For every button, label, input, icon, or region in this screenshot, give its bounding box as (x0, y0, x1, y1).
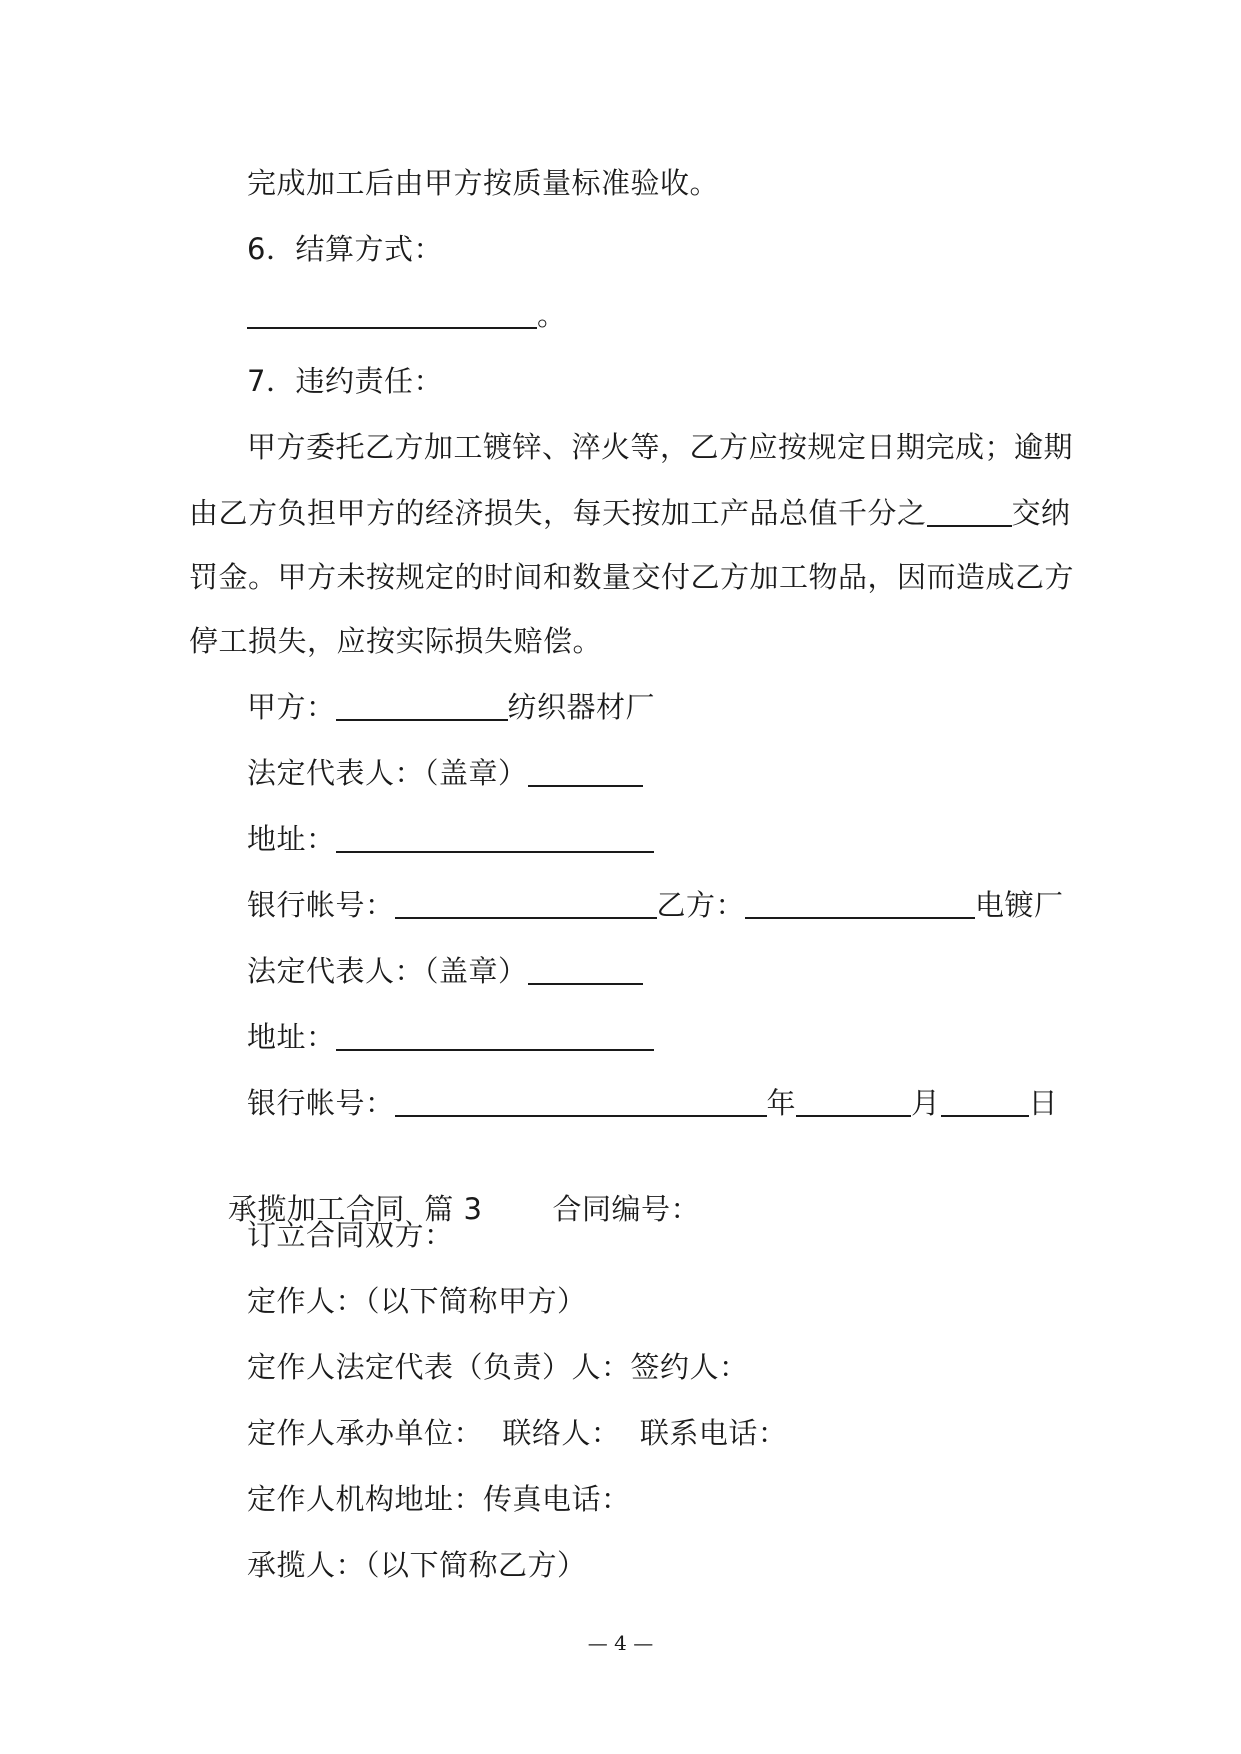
day-label: 日 (1028, 1086, 1059, 1120)
party-a-line (247, 687, 655, 727)
text-line: 定作人承办单位： 联络人： 联系电话： (247, 1416, 788, 1450)
contract-number-label: 合同编号： (552, 1192, 700, 1226)
blank-penalty-rate[interactable] (927, 495, 1012, 527)
page-number: — 4 — (587, 1631, 654, 1655)
blank-legal-rep[interactable] (528, 755, 643, 787)
text-line: 甲方委托乙方加工镀锌、淬火等，乙方应按规定日期完成；逾期 (247, 430, 1074, 464)
section-heading-settlement: 6．结算方式： (247, 232, 443, 266)
party-a-suffix: 纺织器材厂 (507, 690, 656, 724)
text-line: 完成加工后由甲方按质量标准验收。 (247, 166, 720, 200)
section-heading-breach: 7．违约责任： (247, 364, 443, 398)
blank-party-b[interactable] (745, 887, 975, 919)
period: 。 (537, 298, 567, 332)
bank-account-label: 银行帐号： (247, 888, 395, 922)
address-line (247, 819, 654, 859)
text-line (189, 493, 1071, 533)
text-line: 停工损失，应按实际损失赔偿。 (189, 624, 603, 658)
legal-rep-label: 法定代表人：（盖章） (247, 954, 528, 988)
party-b-label: 乙方： (656, 888, 746, 922)
text-segment: 由乙方负担甲方的经济损失，每天按加工产品总值千分之 (189, 496, 927, 530)
text-line: 承揽人：（以下简称乙方） (247, 1548, 587, 1582)
text-line: 定作人法定代表（负责）人：签约人： (247, 1350, 749, 1384)
legal-rep-label: 法定代表人：（盖章） (247, 756, 528, 790)
party-a-label: 甲方： (247, 690, 336, 724)
settlement-line (247, 295, 567, 335)
blank-settlement[interactable] (247, 297, 537, 329)
bank-party-b-line (247, 885, 1064, 925)
month-label: 月 (911, 1086, 941, 1120)
blank-address-2[interactable] (336, 1019, 654, 1051)
bank-account-label: 银行帐号： (247, 1086, 395, 1120)
address-line-2 (247, 1017, 654, 1057)
bank-date-line (247, 1083, 1058, 1123)
address-label: 地址： (247, 1020, 336, 1054)
legal-rep-line (247, 753, 643, 793)
blank-month[interactable] (796, 1085, 911, 1117)
blank-bank-account[interactable] (395, 887, 657, 919)
legal-rep-line-2 (247, 951, 643, 991)
party-b-suffix: 电镀厂 (975, 888, 1064, 922)
contract-title: 承揽加工合同 篇 3 (227, 1192, 483, 1226)
blank-legal-rep-2[interactable] (528, 953, 643, 985)
text-line: 定作人：（以下简称甲方） (247, 1284, 587, 1318)
blank-day[interactable] (941, 1085, 1029, 1117)
text-line: 罚金。甲方未按规定的时间和数量交付乙方加工物品，因而造成乙方 (189, 560, 1075, 594)
text-line: 定作人机构地址：传真电话： (247, 1482, 631, 1516)
address-label: 地址： (247, 822, 336, 856)
blank-address[interactable] (336, 821, 654, 853)
text-line: 订立合同双方： (247, 1218, 454, 1252)
blank-bank-account-2[interactable] (395, 1085, 767, 1117)
year-label: 年 (766, 1086, 797, 1120)
text-segment: 交纳 (1011, 496, 1071, 530)
blank-party-a[interactable] (336, 689, 508, 721)
